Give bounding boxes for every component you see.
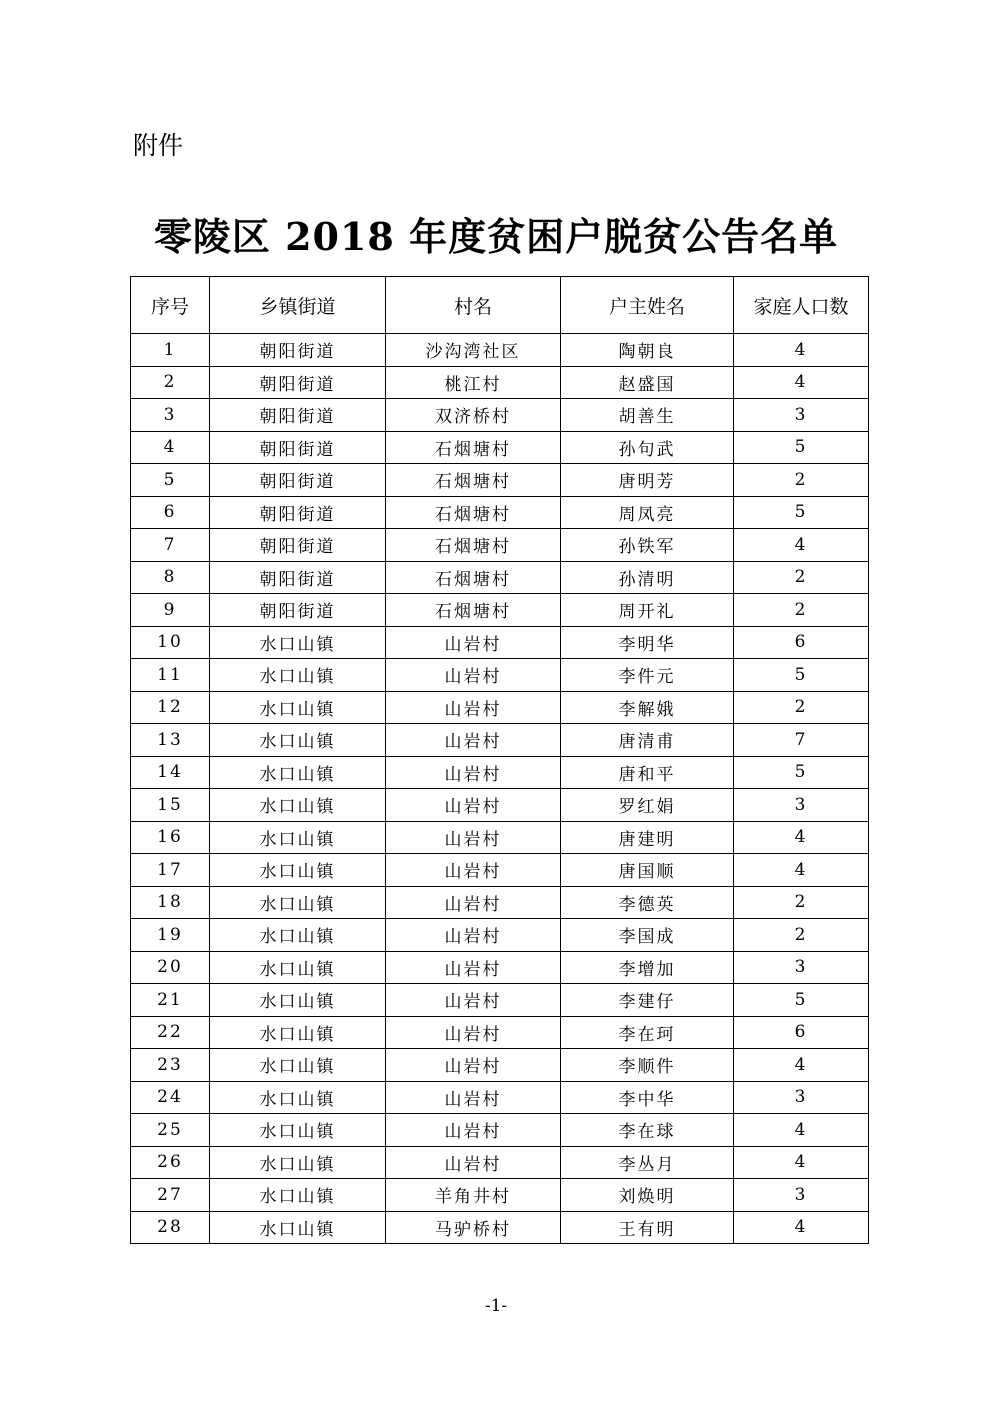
cell-township: 水口山镇 [210,854,386,887]
cell-family-size: 2 [734,691,869,724]
cell-village: 山岩村 [386,821,561,854]
table-row [131,529,869,562]
cell-serial-number: 20 [131,951,210,984]
cell-village: 山岩村 [386,626,561,659]
cell-serial-number: 25 [131,1114,210,1147]
cell-family-size: 4 [734,529,869,562]
cell-township: 朝阳街道 [210,594,386,627]
table-row [131,626,869,659]
cell-serial-number: 27 [131,1179,210,1212]
cell-village: 双济桥村 [386,399,561,432]
cell-family-size: 3 [734,789,869,822]
cell-householder-name: 赵盛国 [561,366,734,399]
cell-serial-number: 1 [131,334,210,367]
cell-family-size: 6 [734,1016,869,1049]
cell-serial-number: 26 [131,1146,210,1179]
cell-township: 水口山镇 [210,886,386,919]
cell-serial-number: 4 [131,431,210,464]
table-row [131,1016,869,1049]
cell-serial-number: 7 [131,529,210,562]
cell-family-size: 4 [734,366,869,399]
cell-householder-name: 王有明 [561,1211,734,1244]
cell-township: 水口山镇 [210,1179,386,1212]
table-row [131,594,869,627]
cell-village: 山岩村 [386,984,561,1017]
cell-serial-number: 9 [131,594,210,627]
cell-family-size: 2 [734,594,869,627]
cell-village: 石烟塘村 [386,464,561,497]
table-row [131,431,869,464]
cell-village: 山岩村 [386,1146,561,1179]
cell-serial-number: 2 [131,366,210,399]
cell-serial-number: 19 [131,919,210,952]
table-row [131,1049,869,1082]
cell-township: 水口山镇 [210,821,386,854]
table-row [131,496,869,529]
cell-householder-name: 李德英 [561,886,734,919]
header-village: 村名 [386,277,561,334]
cell-serial-number: 3 [131,399,210,432]
cell-serial-number: 24 [131,1081,210,1114]
cell-householder-name: 李增加 [561,951,734,984]
cell-family-size: 4 [734,821,869,854]
table-header-row [131,277,869,334]
table-row [131,1081,869,1114]
cell-village: 山岩村 [386,1016,561,1049]
cell-family-size: 5 [734,496,869,529]
cell-family-size: 3 [734,951,869,984]
cell-householder-name: 李明华 [561,626,734,659]
table-row [131,1179,869,1212]
cell-serial-number: 17 [131,854,210,887]
cell-householder-name: 孙清明 [561,561,734,594]
cell-householder-name: 李国成 [561,919,734,952]
cell-village: 石烟塘村 [386,594,561,627]
cell-township: 水口山镇 [210,691,386,724]
cell-township: 水口山镇 [210,984,386,1017]
cell-serial-number: 15 [131,789,210,822]
cell-householder-name: 唐和平 [561,756,734,789]
cell-village: 山岩村 [386,919,561,952]
cell-serial-number: 13 [131,724,210,757]
cell-township: 水口山镇 [210,1114,386,1147]
cell-householder-name: 李建仔 [561,984,734,1017]
header-householder-name: 户主姓名 [561,277,734,334]
cell-village: 石烟塘村 [386,561,561,594]
cell-serial-number: 18 [131,886,210,919]
table-row [131,561,869,594]
cell-village: 山岩村 [386,886,561,919]
cell-serial-number: 5 [131,464,210,497]
cell-serial-number: 21 [131,984,210,1017]
cell-serial-number: 11 [131,659,210,692]
cell-householder-name: 唐清甫 [561,724,734,757]
cell-village: 石烟塘村 [386,431,561,464]
cell-township: 朝阳街道 [210,464,386,497]
cell-village: 沙沟湾社区 [386,334,561,367]
cell-village: 山岩村 [386,1081,561,1114]
table-row [131,1146,869,1179]
page-title: 零陵区 2018 年度贫困户脱贫公告名单 [153,214,839,259]
cell-serial-number: 16 [131,821,210,854]
cell-township: 水口山镇 [210,1049,386,1082]
header-serial-number: 序号 [131,277,210,334]
cell-family-size: 2 [734,919,869,952]
cell-township: 朝阳街道 [210,334,386,367]
cell-township: 朝阳街道 [210,561,386,594]
cell-township: 朝阳街道 [210,366,386,399]
table-row [131,399,869,432]
cell-householder-name: 周开礼 [561,594,734,627]
cell-township: 水口山镇 [210,626,386,659]
cell-township: 水口山镇 [210,789,386,822]
cell-family-size: 5 [734,431,869,464]
cell-family-size: 4 [734,1146,869,1179]
cell-householder-name: 李在球 [561,1114,734,1147]
table-row [131,984,869,1017]
table-row [131,1211,869,1244]
cell-village: 马驴桥村 [386,1211,561,1244]
cell-township: 水口山镇 [210,756,386,789]
cell-serial-number: 23 [131,1049,210,1082]
cell-householder-name: 李中华 [561,1081,734,1114]
cell-village: 山岩村 [386,1114,561,1147]
table-row [131,756,869,789]
cell-village: 羊角井村 [386,1179,561,1212]
cell-family-size: 3 [734,1081,869,1114]
cell-township: 水口山镇 [210,1146,386,1179]
cell-village: 山岩村 [386,951,561,984]
table-row [131,854,869,887]
cell-householder-name: 唐建明 [561,821,734,854]
table-body [131,334,869,1244]
cell-householder-name: 李件元 [561,659,734,692]
cell-village: 山岩村 [386,789,561,822]
cell-village: 桃江村 [386,366,561,399]
table-row [131,366,869,399]
table-row [131,821,869,854]
cell-village: 山岩村 [386,691,561,724]
cell-serial-number: 22 [131,1016,210,1049]
cell-householder-name: 周凤亮 [561,496,734,529]
cell-householder-name: 胡善生 [561,399,734,432]
cell-householder-name: 李解娥 [561,691,734,724]
cell-family-size: 4 [734,1114,869,1147]
cell-family-size: 2 [734,561,869,594]
cell-township: 水口山镇 [210,1081,386,1114]
cell-family-size: 5 [734,984,869,1017]
cell-township: 水口山镇 [210,1211,386,1244]
cell-householder-name: 唐明芳 [561,464,734,497]
cell-householder-name: 李丛月 [561,1146,734,1179]
cell-township: 朝阳街道 [210,496,386,529]
cell-householder-name: 孙句武 [561,431,734,464]
cell-family-size: 5 [734,659,869,692]
cell-family-size: 6 [734,626,869,659]
cell-householder-name: 陶朝良 [561,334,734,367]
cell-serial-number: 6 [131,496,210,529]
cell-family-size: 4 [734,1211,869,1244]
table-row [131,919,869,952]
cell-family-size: 2 [734,886,869,919]
cell-township: 水口山镇 [210,919,386,952]
cell-village: 山岩村 [386,724,561,757]
table-row [131,464,869,497]
header-family-size: 家庭人口数 [734,277,869,334]
page-number: -1- [484,1296,508,1316]
poverty-household-table [130,276,869,1244]
cell-family-size: 7 [734,724,869,757]
cell-householder-name: 李在珂 [561,1016,734,1049]
cell-township: 朝阳街道 [210,529,386,562]
cell-family-size: 4 [734,854,869,887]
table-row [131,659,869,692]
attachment-label: 附件 [133,131,184,160]
cell-householder-name: 李顺件 [561,1049,734,1082]
cell-serial-number: 14 [131,756,210,789]
cell-householder-name: 罗红娟 [561,789,734,822]
table-row [131,951,869,984]
cell-township: 朝阳街道 [210,399,386,432]
table-row [131,789,869,822]
cell-village: 山岩村 [386,854,561,887]
cell-householder-name: 唐国顺 [561,854,734,887]
cell-village: 石烟塘村 [386,529,561,562]
cell-serial-number: 12 [131,691,210,724]
table-row [131,724,869,757]
table-row [131,886,869,919]
cell-householder-name: 刘焕明 [561,1179,734,1212]
cell-family-size: 4 [734,1049,869,1082]
cell-village: 山岩村 [386,659,561,692]
cell-township: 水口山镇 [210,1016,386,1049]
cell-township: 水口山镇 [210,659,386,692]
table-row [131,334,869,367]
cell-householder-name: 孙铁军 [561,529,734,562]
table-row [131,691,869,724]
cell-family-size: 5 [734,756,869,789]
header-township: 乡镇街道 [210,277,386,334]
cell-village: 山岩村 [386,756,561,789]
cell-village: 山岩村 [386,1049,561,1082]
table-row [131,1114,869,1147]
cell-family-size: 3 [734,1179,869,1212]
cell-serial-number: 8 [131,561,210,594]
cell-township: 朝阳街道 [210,431,386,464]
cell-family-size: 3 [734,399,869,432]
cell-family-size: 4 [734,334,869,367]
cell-township: 水口山镇 [210,724,386,757]
cell-township: 水口山镇 [210,951,386,984]
cell-village: 石烟塘村 [386,496,561,529]
cell-family-size: 2 [734,464,869,497]
cell-serial-number: 10 [131,626,210,659]
cell-serial-number: 28 [131,1211,210,1244]
